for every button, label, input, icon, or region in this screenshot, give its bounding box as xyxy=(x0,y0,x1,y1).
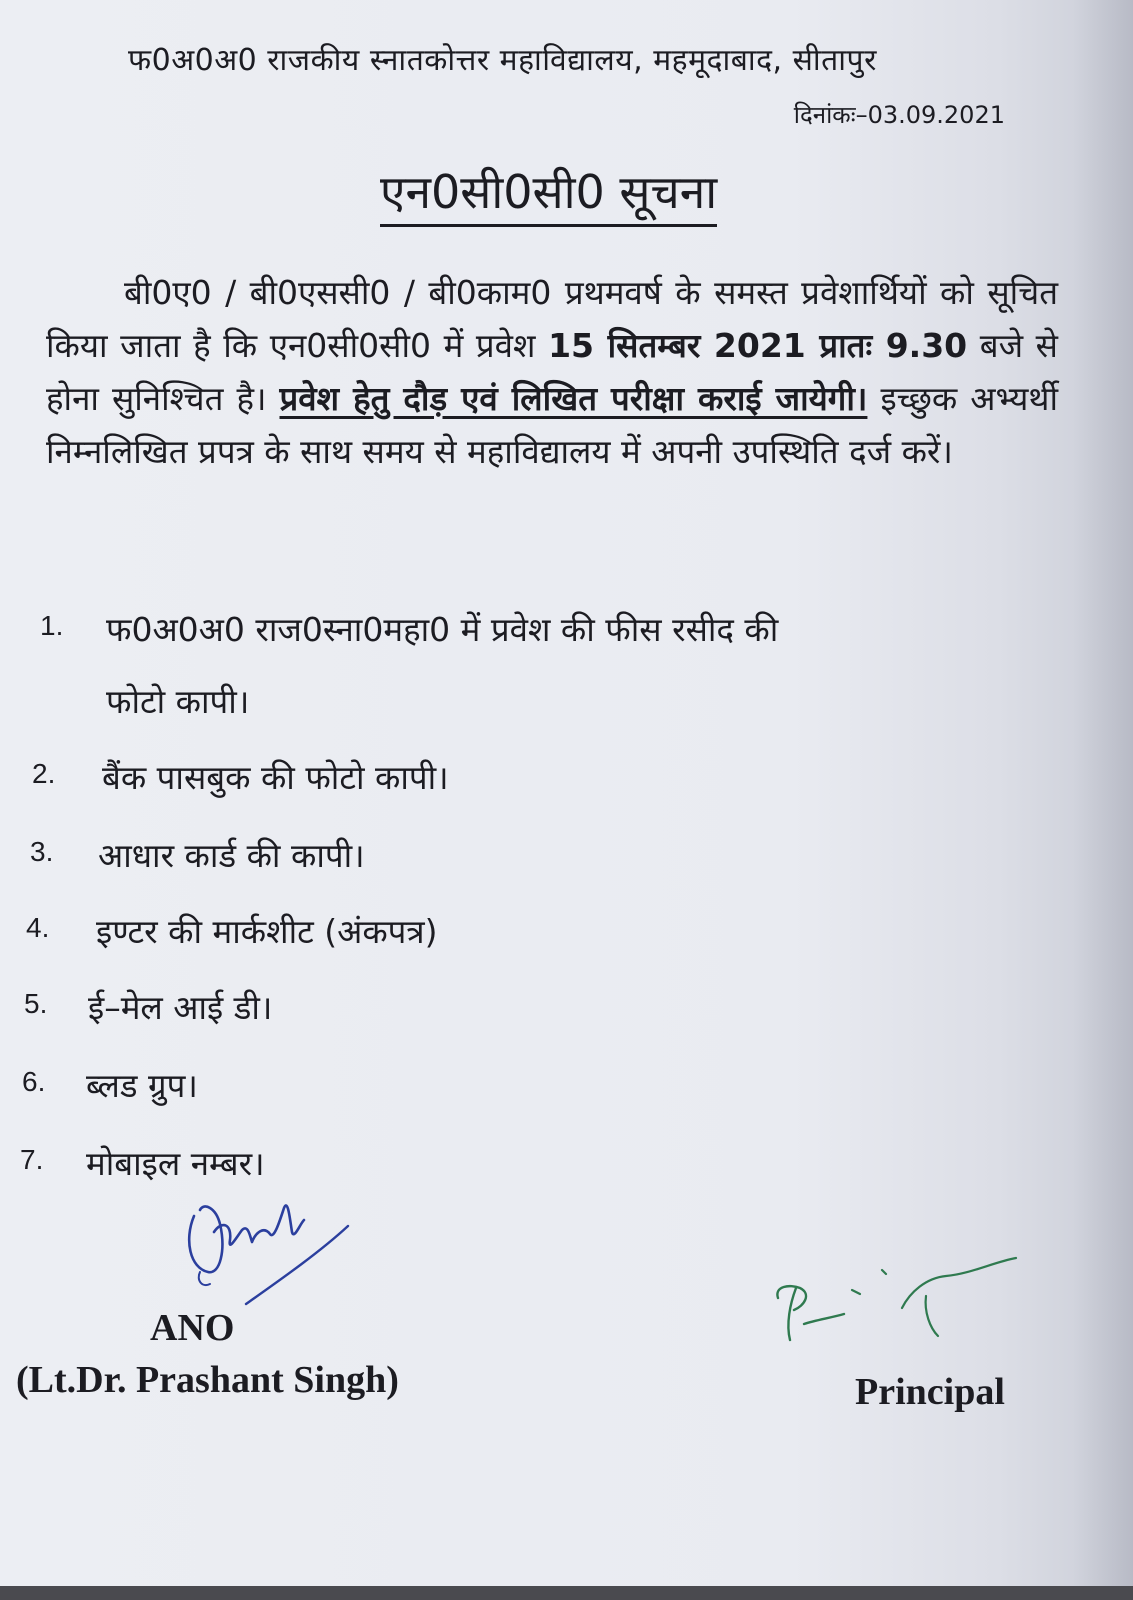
notice-title: एन0सी0सी0 सूचना xyxy=(380,160,717,227)
ano-name: (Lt.Dr. Prashant Singh) xyxy=(16,1359,399,1401)
list-text: इण्टर की मार्कशीट (अंकपत्र) xyxy=(96,912,438,951)
list-number: 7. xyxy=(20,1144,44,1175)
list-number: 5. xyxy=(24,988,48,1019)
list-number: 1. xyxy=(40,610,64,641)
list-text: ई–मेल आई डी। xyxy=(88,988,273,1027)
test-announcement: प्रवेश हेतु दौड़ एवं लिखित परीक्षा कराई जायेगी। xyxy=(279,379,868,418)
list-text: फ0अ0अ0 राज0स्ना0महा0 में प्रवेश की फीस रसीद की xyxy=(106,610,779,649)
paragraph-instruction: इच्छुक अभ्यर्थी निम्नलिखित प्रपत्र के साथ समय से महाविद्यालय में अपनी उपस्थिति दर्ज करें। xyxy=(46,379,1058,471)
list-text-continued: फोटो कापी। xyxy=(106,682,250,721)
list-text: बैंक पासबुक की फोटो कापी। xyxy=(102,758,449,797)
list-text: मोबाइल नम्बर। xyxy=(86,1144,265,1183)
admission-datetime: 15 सितम्बर 2021 प्रातः 9.30 xyxy=(548,326,968,365)
list-text: आधार कार्ड की कापी। xyxy=(98,836,365,875)
list-number: 2. xyxy=(32,758,56,789)
paragraph-intro: बी0ए0 / बी0एससी0 / बी0काम0 प्रथमवर्ष के समस्त प्रवेशार्थियों को सूचित किया जाता है कि एन0सी0सी0 में प्रवेश xyxy=(46,273,1058,365)
list-number: 4. xyxy=(26,912,50,943)
institution-header: फ0अ0अ0 राजकीय स्नातकोत्तर महाविद्यालय, महमूदाबाद, सीतापुर xyxy=(128,43,877,78)
list-number: 3. xyxy=(30,836,54,867)
principal-label: Principal xyxy=(855,1371,1005,1413)
notice-date: दिनांकः–03.09.2021 xyxy=(793,101,1005,129)
notice-paragraph xyxy=(46,266,1058,478)
paragraph-confirmation: बजे से होना सुनिश्चित है। xyxy=(46,326,1058,418)
ano-label: ANO xyxy=(150,1307,235,1349)
ano-signature xyxy=(180,1180,360,1310)
page-shadow xyxy=(1073,0,1133,1600)
list-text: ब्लड ग्रुप। xyxy=(86,1066,198,1105)
list-number: 6. xyxy=(22,1066,46,1097)
principal-signature xyxy=(760,1248,1040,1358)
bottom-edge xyxy=(0,1586,1133,1600)
